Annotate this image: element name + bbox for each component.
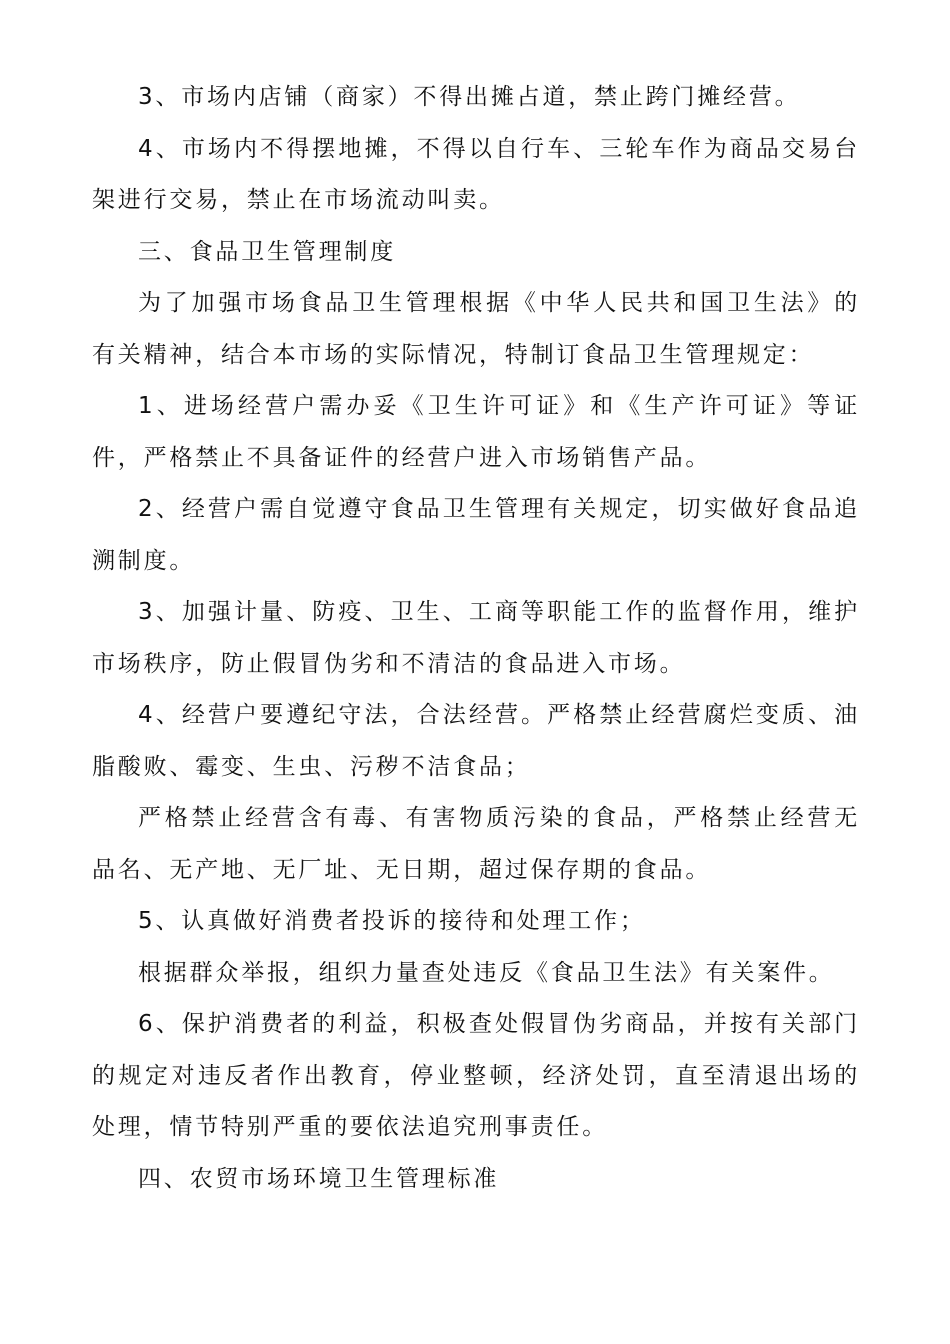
paragraph-item-3-supervision: 3、加强计量、防疫、卫生、工商等职能工作的监督作用，维护市场秩序，防止假冒伪劣和不清洁的食品进入市场。 — [92, 599, 860, 677]
section-heading-environment-hygiene: 四、农贸市场环境卫生管理标准 — [138, 1165, 500, 1192]
document-page — [92, 72, 860, 1205]
section-heading-food-hygiene: 三、食品卫生管理制度 — [138, 238, 396, 265]
paragraph-no-ground-stalls: 4、市场内不得摆地摊，不得以自行车、三轮车作为商品交易台架进行交易，禁止在市场流动叫卖。 — [92, 135, 860, 213]
paragraph-item-6-consumer-protection: 6、保护消费者的利益，积极查处假冒伪劣商品，并按有关部门的规定对违反者作出教育，停业整顿，经济处罚，直至清退出场的处理，情节特别严重的要依法追究刑事责任。 — [92, 1011, 860, 1140]
paragraph-item-4-prohibitions: 严格禁止经营含有毒、有害物质污染的食品，严格禁止经营无品名、无产地、无厂址、无日期，超过保存期的食品。 — [92, 805, 860, 883]
paragraph-item-5-reports: 根据群众举报，组织力量查处违反《食品卫生法》有关案件。 — [138, 959, 835, 986]
paragraph-item-2-traceability: 2、经营户需自觉遵守食品卫生管理有关规定，切实做好食品追溯制度。 — [92, 496, 860, 574]
paragraph-item-4-lawful-operation: 4、经营户要遵纪守法，合法经营。严格禁止经营腐烂变质、油脂酸败、霉变、生虫、污秽不洁食品； — [92, 702, 860, 780]
paragraph-item-5-complaints: 5、认真做好消费者投诉的接待和处理工作； — [138, 908, 646, 934]
paragraph-food-hygiene-intro: 为了加强市场食品卫生管理根据《中华人民共和国卫生法》的有关精神，结合本市场的实际情况，特制订食品卫生管理规定： — [92, 290, 860, 368]
paragraph-shop-no-street-stalls: 3、市场内店铺（商家）不得出摊占道，禁止跨门摊经营。 — [138, 84, 801, 110]
paragraph-item-1-licenses: 1、进场经营户需办妥《卫生许可证》和《生产许可证》等证件，严格禁止不具备证件的经营户进入市场销售产品。 — [92, 393, 860, 471]
